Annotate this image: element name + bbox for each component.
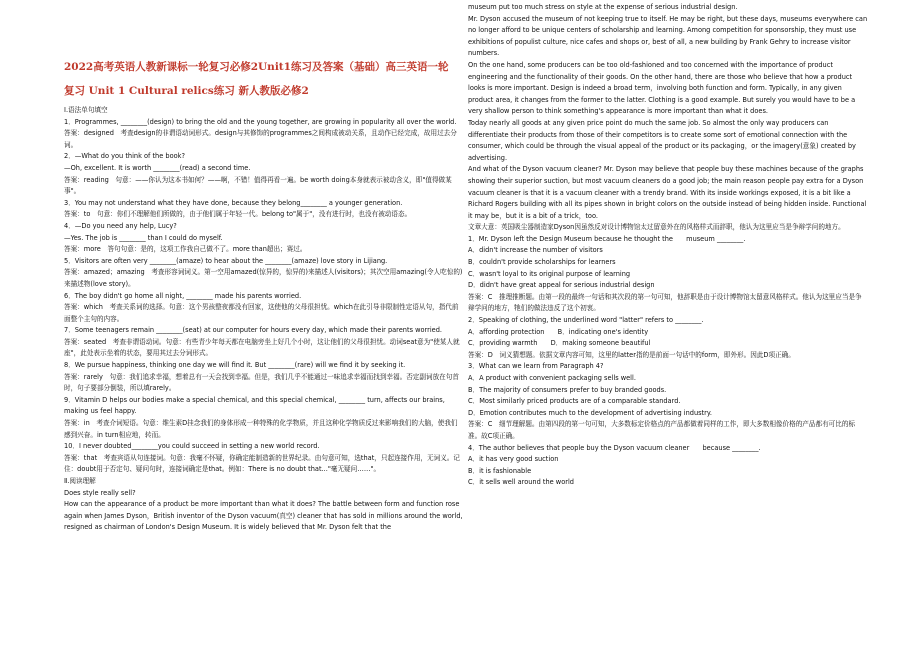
passage-title: Does style really sell? (64, 488, 136, 497)
question-4b: —Yes. The job is ________ than I could do myself. (64, 233, 223, 242)
passage-paragraph-2: Mr. Dyson accused the museum of not keeping true to itself. He may be right, but these days, museums everywhere can no longer afford to be unique centers of scholarship and learning. Among competition for sponsorship, they must use exhibitions of populist culture, nice cafes and shops or, best of all, a new building by Frank Gehry to increase visitor numbers. (468, 14, 868, 58)
passage-paragraph-4: Today nearly all goods at any given price point do much the same job. So almost the only way producers can differentiate their products from those of their competitors is to create some sort of emotional connection with the consumer, which could be through the visual appeal of the product or its packaging，or the imagery(意象) created by advertising. (468, 118, 856, 162)
reading-question-3: 3．What can we learn from Paragraph 4? (468, 362, 604, 371)
answer-1: 答案：designed 考查design的非谓语动词形式。design与其修饰的programmes之间构成被动关系，且动作已经完成，故用过去分词。 (64, 129, 457, 149)
passage-paragraph-1: How can the appearance of a product be more important than what it does? The battle between form and function rose again when James Dyson，British inventor of the Dyson vacuum(真空) cleaner that has sold in millions around the world, resigned as chairman of London's Design Museum. It is widely believed that Mr. Dyson felt that the (64, 500, 463, 532)
reading-answer-1: 答案：C 推理推断题。由第一段的最终一句话和其次段的第一句可知，他辞职是由于设计博物馆太留意风格样式。他认为这里应当是争辩学问的地方，牠们的做法违反了这个初衷。 (468, 292, 862, 313)
option: C．it sells well around the world (468, 478, 574, 487)
document-title-line-2: 复习 Unit 1 Cultural relics练习 新人教版必修2 (64, 85, 309, 97)
reading-answer-2: 答案：D 词义猜想题。依据文章内容可知，这里的latter指的是前面一句话中的form，即外形。因此D项正确。 (468, 350, 795, 359)
question-10: 10．I never doubted________you could succeed in setting a new world record. (64, 442, 320, 451)
section-heading-reading: Ⅱ.阅读理解 (64, 477, 96, 485)
option: A．it has very good suction (468, 455, 559, 464)
option: B．The majority of consumers prefer to buy branded goods. (468, 385, 667, 394)
section-heading: Ⅰ.语法单句填空 (64, 106, 108, 114)
question-1: 1．Programmes, ________(design) to bring the old and the young together, are growing in popularity all over the world. (64, 117, 457, 126)
passage-paragraph-3: On the one hand, some producers can be too old-fashioned and too concerned with the importance of product engineering and the functionality of their goods. On the other hand, there are those who believe that how a product looks is more important. Design is indeed a broad term，involving both function and form. Typically, in any given product area, it changes from the former to the latter. Clothing is a good example. But surely you would have to be a very shallow person to think something's appearance is more important than what it does. (468, 60, 856, 116)
passage-summary: 文章大意：英国吸尘器制造家Dyson因虽然反对设计博物馆太过留意外在的风格样式而辞职，他认为这里应当是争辩学问的地方。 (468, 223, 845, 232)
question-9: 9．Vitamin D helps our bodies make a special chemical, and this special chemical, ________ turn, affects our brains, making us feel happy. (64, 395, 445, 416)
passage-paragraph-5: And what of the Dyson vacuum cleaner? Mr. Dyson may believe that people buy these machines because of the graphs showing their superior suction, but most vacuum cleaners do a good job; the main reason people pay extra for a Dyson vacuum cleaner is that it is a vacuum cleaner with a trendy brand. With its inside workings exposed, it is a bit like a Richard Rogers building with all its pipes shown in bright colors on the outside instead of being hidden inside. Functional it may be，but it is a bit of a trick，too. (468, 165, 867, 220)
reading-answer-3: 答案：C 细节理解题。由第四段的第一句可知，大多数标定价格点的产品都做着同样的工作，即大多数相像价格的产品都有可比的标准。故C项正确。 (468, 420, 856, 440)
question-5: 5．Visitors are often very ________(amaze) to hear about the ________(amaze) love story in Lijiang. (64, 256, 388, 265)
question-2a: 2．—What do you think of the book? (64, 152, 185, 161)
question-6: 6．The boy didn't go home all night, ________ made his parents worried. (64, 291, 302, 300)
answer-10: 答案：that 考查宾语从句连接词。句意：我毫不怀疑，你确定能制造新的世界纪录。由句意可知，选that，只起连接作用，无词义。记住：doubt用于否定句、疑问句时，连接词确定是that。例如：There is no doubt that..."毫无疑问……"。 (64, 453, 461, 474)
question-7: 7．Some teenagers remain ________(seat) at our computer for hours every day, which made their parents worried. (64, 326, 443, 335)
answer-3: 答案：to 句意：你们不理解他们所做的，由于他们属于年轻一代。belong to"属于"，没有进行时，也没有被动语态。 (64, 210, 412, 219)
option: A．A product with convenient packaging sells well. (468, 374, 636, 382)
question-8: 8．We pursue happiness, thinking one day we will find it. But ________(rare) will we find it by seeking it. (64, 361, 406, 370)
option: B．couldn't provide scholarships for learners (468, 258, 616, 267)
answer-7: 答案：seated 考查非谓语动词。句意：有些青少年每天都在电脑旁坐上好几个小时，这让他们的父母很担忧。动词seat意为"使某人就座"，此处表示坐着的状态，要用其过去分词形式。 (64, 337, 460, 358)
option: C．wasn't loyal to its original purpose of learning (468, 269, 631, 278)
option: C．providing warmth D．making someone beautiful (468, 339, 651, 348)
reading-question-1: 1．Mr. Dyson left the Design Museum because he thought the museum ________. (468, 234, 746, 243)
question-2b: —Oh, excellent. It is worth ________(read) a second time. (64, 163, 251, 172)
answer-4: 答案：more 答句句意：是的，这项工作我自己做不了。more than超出；赛过。 (64, 245, 307, 254)
option: B．it is fashionable (468, 466, 532, 475)
option: D．didn't have great appeal for serious industrial design (468, 281, 655, 290)
left-body (64, 105, 464, 534)
reading-question-2: 2．Speaking of clothing, the underlined word "latter" refers to ________. (468, 316, 704, 325)
option: A．affording protection B．indicating one's identity (468, 327, 649, 336)
reading-question-4: 4．The author believes that people buy the Dyson vacuum cleaner because ________. (468, 443, 761, 452)
option: C．Most similarly priced products are of a comparable standard. (468, 397, 681, 406)
answer-9: 答案：in 考查介词短语。句意：维生素D挂念我们的身体形成一种特殊的化学物质，并且这种化学物质反过来影响我们的大脑，使我们感到兴奋。in turn相应地，转而。 (64, 419, 458, 439)
answer-8: 答案：rarely 句意：我们追求幸福，想着总有一天会找到幸福。但是，我们几乎不能通过一味追求幸福而找到幸福。否定副词放在句首时，句子要部分倒装，所以填rarely。 (64, 372, 459, 393)
passage-paragraph-1-cont: museum put too much stress on style at the expense of serious industrial design. (468, 3, 738, 11)
option: A．didn't increase the number of visitors (468, 246, 603, 255)
option: D．Emotion contributes much to the development of advertising industry. (468, 408, 712, 417)
answer-2: 答案：reading 句意：——你认为这本书如何？——啊，不错！值得再看一遍。be worth doing本身就表示被动含义，即"值得做某事"。 (64, 175, 452, 196)
document-title-line-1: 2022高考英语人教新课标一轮复习必修2Unit1练习及答案（基础）高三英语一轮 (64, 61, 449, 73)
question-3: 3．You may not understand what they have done, because they belong________ a younger generation. (64, 198, 403, 207)
right-body (468, 2, 868, 489)
answer-6: 答案：which 考查关系词的选择。句意：这个男孩整夜都没有回家，这使他的父母很担忧。which在此引导非限制性定语从句，指代前面整个主句的内容。 (64, 303, 459, 323)
answer-5: 答案：amazed；amazing 考查形容词词义。第一空用amazed(惊异的，惊异的)来描述人(visitors)；其次空用amazing(令人吃惊的)来描述物(love story)。 (64, 268, 463, 288)
question-4a: 4．—Do you need any help, Lucy? (64, 221, 177, 230)
